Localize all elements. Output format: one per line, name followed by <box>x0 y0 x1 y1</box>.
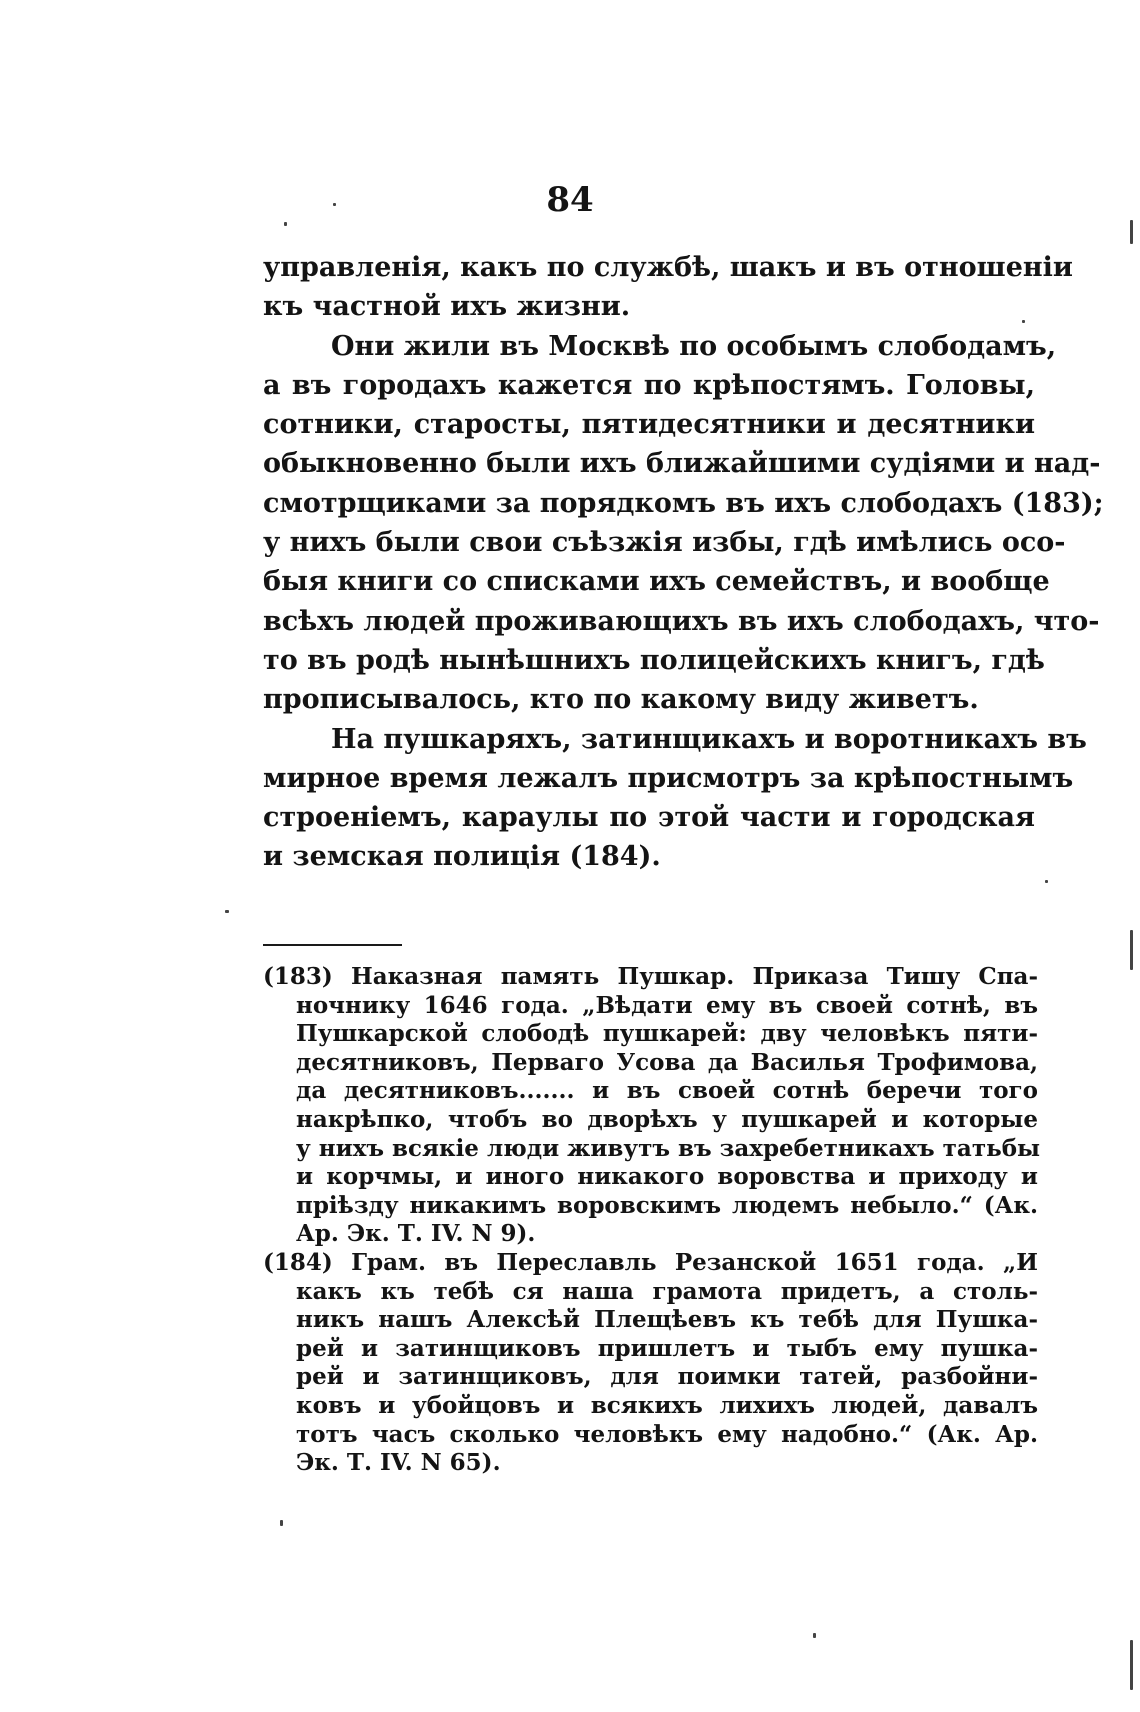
footnote-line: Пушкарской слободѣ пушкарей: дву человѣкъ пяти- <box>296 1020 1038 1048</box>
main-text-line: прописывалось, кто по какому виду живетъ. <box>263 684 979 716</box>
footnote-line: рей и затинщиковъ, для поимки татей, разбойни- <box>296 1363 1038 1391</box>
footnote-line: Эк. Т. IV. N 65). <box>296 1449 501 1477</box>
footnote-183 <box>263 963 1041 1249</box>
footnote-line: ковъ и убойцовъ и всякихъ лихихъ людей, давалъ <box>296 1391 1038 1419</box>
main-text-line: строеніемъ, караулы по этой части и городская <box>263 802 1035 834</box>
main-text-line: то въ родѣ нынѣшнихъ полицейскихъ книгъ, гдѣ <box>263 644 1045 676</box>
main-text-line: обыкновенно были ихъ ближайшими судіями и над- <box>263 448 1101 480</box>
footnotes-block <box>263 963 1041 1478</box>
footnote-line: да десятниковъ....... и въ своей сотнѣ беречи того <box>296 1077 1038 1105</box>
footnote-line: и корчмы, и иного никакого воровства и приходу и <box>296 1163 1038 1191</box>
scan-speck <box>280 1520 283 1526</box>
footnote-line: (184) Грам. въ Переславль Резанской 1651 года. „И <box>263 1248 1038 1276</box>
main-text-line: управленія, какъ по службѣ, шакъ и въ отношеніи <box>263 252 1073 283</box>
footnote-line: пріѣзду никакимъ воровскимъ людемъ небыло.“ (Ак. <box>296 1191 1038 1219</box>
main-text-line: смотрщиками за порядкомъ въ ихъ слободахъ (183); <box>263 487 1104 519</box>
scan-speck <box>1130 220 1133 244</box>
main-text-block <box>263 248 1104 877</box>
main-text-line: и земская полиція (184). <box>263 841 661 873</box>
scan-speck <box>1130 1640 1133 1690</box>
scan-speck <box>284 222 287 226</box>
scan-speck <box>1022 320 1025 323</box>
footnote-line: какъ къ тебѣ ся наша грамота придетъ, а столь- <box>296 1277 1038 1305</box>
footnote-line: накрѣпко, чтобъ во дворѣхъ у пушкарей и которые <box>296 1105 1038 1133</box>
main-text-line: На пушкаряхъ, затинщикахъ и воротникахъ въ <box>331 723 1087 755</box>
footnote-184 <box>263 1249 1038 1478</box>
main-text-line: а въ городахъ кажется по крѣпостямъ. Головы, <box>263 369 1035 401</box>
scan-speck <box>1045 880 1048 883</box>
footnote-line: ночнику 1646 года. „Вѣдати ему въ своей сотнѣ, въ <box>296 991 1038 1019</box>
footnote-line: десятниковъ, Перваго Усова да Василья Трофимова, <box>296 1048 1038 1076</box>
scan-speck <box>1130 930 1133 970</box>
footnote-line: у нихъ всякіе люди живутъ въ захребетникахъ татьбы <box>296 1134 1041 1162</box>
main-text-line: сотники, старосты, пятидесятники и десятники <box>263 409 1035 441</box>
footnote-separator-rule <box>263 944 402 946</box>
page-number: 84 <box>546 180 594 220</box>
main-text-line: быя книги со списками ихъ семействъ, и вообще <box>263 566 1050 598</box>
footnote-line: (183) Наказная память Пушкар. Приказа Тишу Спа- <box>263 963 1038 990</box>
main-text-line: мирное время лежалъ присмотръ за крѣпостнымъ <box>263 762 1074 794</box>
scan-speck <box>813 1633 816 1638</box>
main-text-line: всѣхъ людей проживающихъ въ ихъ слободахъ, что- <box>263 605 1100 637</box>
footnote-line: никъ нашъ Алексѣй Плещѣевъ къ тебѣ для Пушка- <box>296 1306 1038 1334</box>
footnote-line: Ар. Эк. Т. IV. N 9). <box>296 1220 536 1248</box>
scan-speck <box>333 203 336 206</box>
footnote-line: тотъ часъ сколько человѣкъ ему надобно.“ (Ак. Ар. <box>296 1420 1038 1448</box>
main-text-line: у нихъ были свои съѣзжія избы, гдѣ имѣлись осо- <box>263 527 1066 559</box>
footnote-line: рей и затинщиковъ пришлетъ и тыбъ ему пушка- <box>296 1334 1038 1362</box>
main-text-line: къ частной ихъ жизни. <box>263 291 631 323</box>
main-text-line: Они жили въ Москвѣ по особымъ слободамъ, <box>331 330 1057 362</box>
scan-speck <box>225 910 229 913</box>
